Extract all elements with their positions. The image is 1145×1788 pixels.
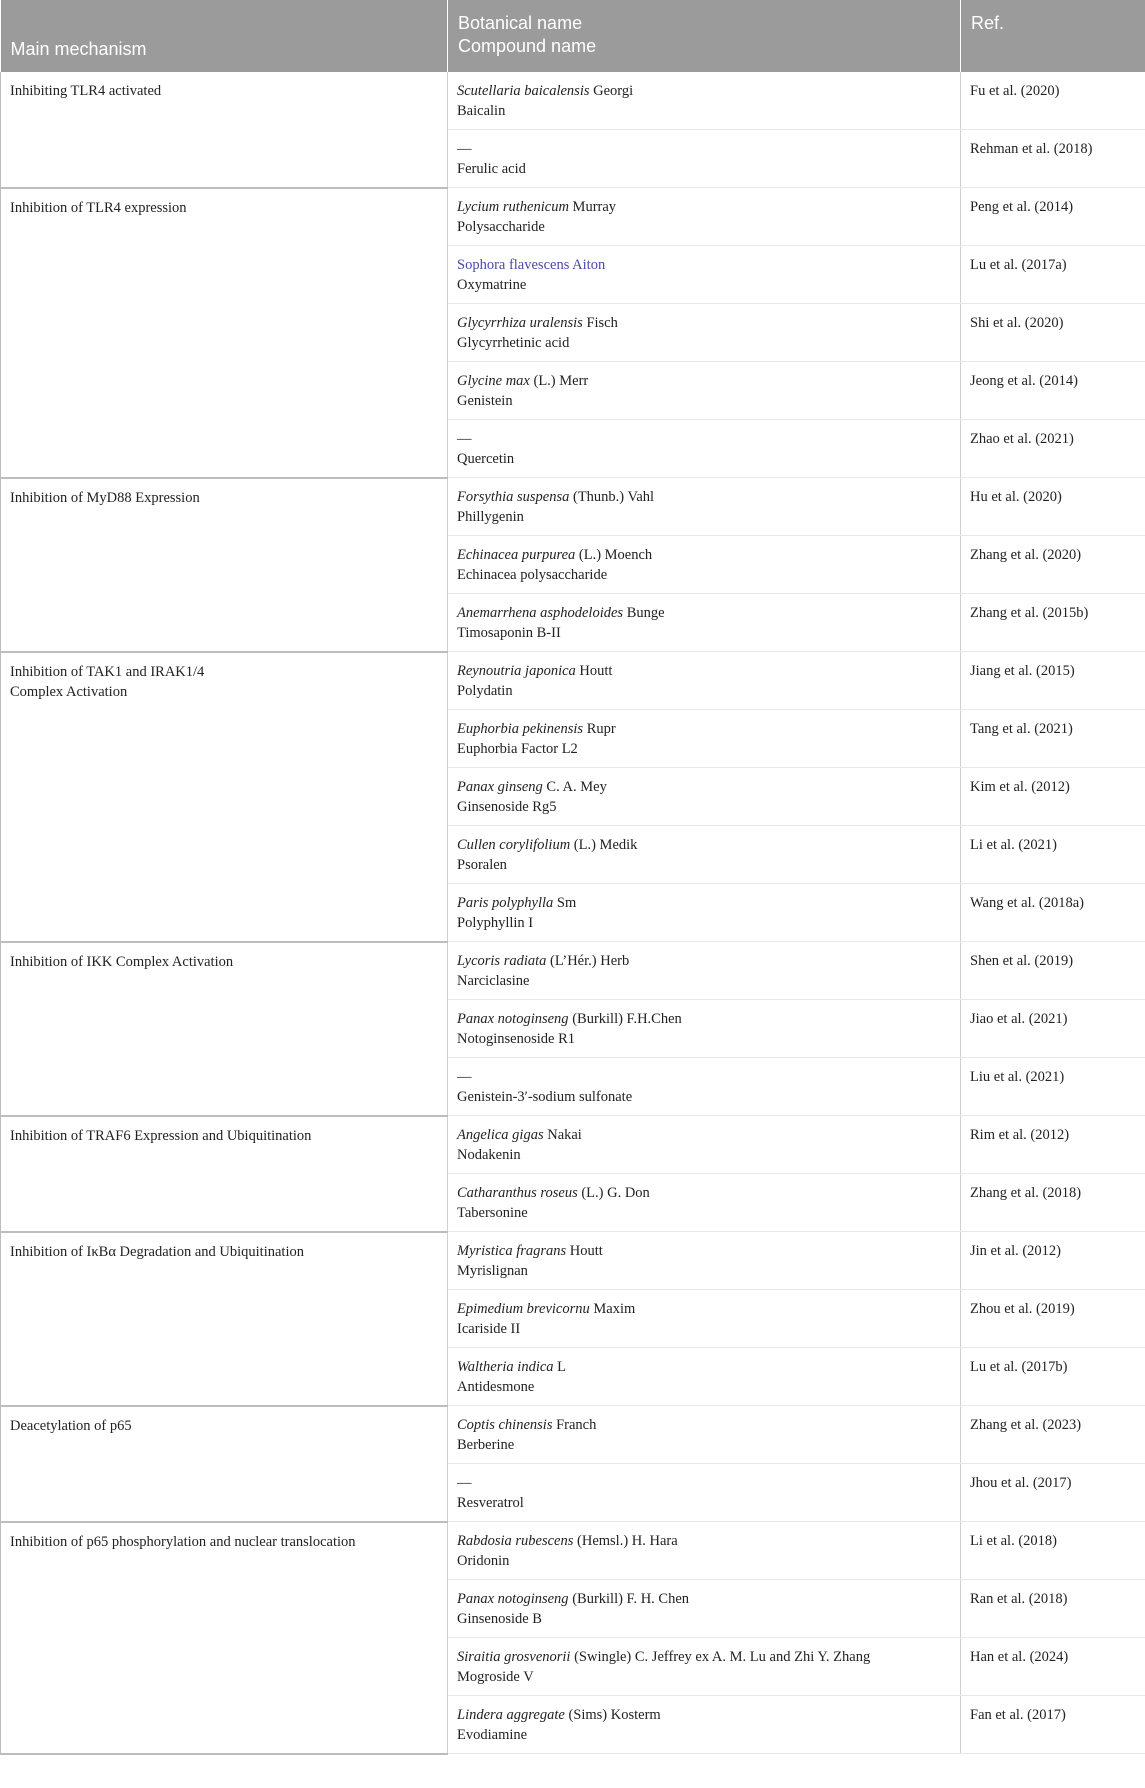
botanical-compound-cell [448,1290,961,1348]
compound-name: Ginsenoside Rg5 [457,799,557,815]
compound-name: Phillygenin [457,509,524,525]
botanical-species: Cullen corylifolium [457,837,571,853]
botanical-species: Epimedium brevicornu [457,1301,590,1317]
botanical-authority: Houtt [575,663,613,679]
mechanism-text: Inhibition of MyD88 Expression [10,489,200,506]
botanical-species: Myristica fragrans [457,1243,567,1259]
compound-name: Polysaccharide [457,219,545,235]
reference-link[interactable]: Fan et al. (2017) [970,1707,1066,1723]
botanical-species: Glycine max [457,373,530,389]
botanical-authority: Fisch [582,315,618,331]
botanical-species: Siraitia grosvenorii [457,1649,571,1665]
compound-name: Oridonin [457,1553,510,1569]
botanical-species: Panax ginseng [457,779,543,795]
botanical-compound-cell [448,536,961,594]
mechanism-text: Inhibition of p65 phosphorylation and nuclear translocation [10,1533,356,1550]
botanical-authority: (L’Hér.) Herb [546,953,630,969]
reference-link[interactable]: Jhou et al. (2017) [970,1475,1072,1491]
botanical-compound-cell [448,1348,961,1406]
mechanism-text: Inhibition of TRAF6 Expression and Ubiquitination [10,1127,312,1144]
botanical-authority: Maxim [589,1301,636,1317]
botanical-species: Rabdosia rubescens [457,1533,574,1549]
botanical-authority: (Hemsl.) H. Hara [573,1533,678,1549]
botanical-species: Angelica gigas [457,1127,544,1143]
compound-name: Antidesmone [457,1379,535,1395]
reference-link[interactable]: Tang et al. (2021) [970,721,1073,737]
botanical-name [457,719,951,739]
botanical-compound-cell [448,1696,961,1754]
mechanism-cell [1,942,448,1116]
compound-name: Timosaponin B-II [457,625,561,641]
botanical-name [457,1589,951,1609]
reference-link[interactable]: Shi et al. (2020) [970,315,1064,331]
botanical-authority: Georgi [589,83,634,99]
compound-name: Mogroside V [457,1669,534,1685]
compound-name: Ferulic acid [457,161,526,177]
mechanism-text: Complex Activation [10,683,128,700]
compound-name: Oxymatrine [457,277,527,293]
botanical-name [457,1009,951,1029]
botanical-authority: Nakai [543,1127,582,1143]
botanical-name [457,1357,951,1377]
botanical-name [457,1125,951,1145]
botanical-compound-cell [448,1232,961,1290]
botanical-compound-cell [448,72,961,130]
ref-cell [961,826,1145,884]
reference-link[interactable]: Jiang et al. (2015) [970,663,1075,679]
reference-link[interactable]: Zhang et al. (2015b) [970,605,1089,621]
mechanism-cell [1,1232,448,1406]
botanical-authority: — [457,1069,472,1085]
botanical-authority: (Burkill) F. H. Chen [568,1591,690,1607]
reference-link[interactable]: Li et al. (2021) [970,837,1057,853]
mechanism-text: Inhibiting TLR4 activated [10,83,162,99]
botanical-name [457,487,951,507]
ref-cell [961,420,1145,478]
reference-link[interactable]: Zhao et al. (2021) [970,431,1074,447]
table-row [1,1522,1145,1580]
botanical-name [457,313,951,333]
botanical-name [457,835,951,855]
botanical-name [457,429,951,449]
table-row [1,478,1145,536]
ref-cell [961,1058,1145,1116]
botanical-compound-cell [448,246,961,304]
botanical-name [457,1067,951,1087]
table-row [1,1116,1145,1174]
header-ref-label: Ref. [971,13,1005,33]
botanical-name [457,81,951,101]
ref-cell [961,1638,1145,1696]
mechanism-cell [1,1116,448,1232]
botanical-name [457,603,951,623]
compound-name: Tabersonine [457,1205,528,1221]
compound-name: Berberine [457,1437,515,1453]
reference-link[interactable]: Zhang et al. (2020) [970,547,1082,563]
ref-cell [961,1348,1145,1406]
botanical-compound-cell [448,826,961,884]
botanical-species: Glycyrrhiza uralensis [457,315,583,331]
ref-cell [961,188,1145,246]
reference-link[interactable]: Lu et al. (2017a) [970,257,1067,273]
mechanism-text: Inhibition of TLR4 expression [10,199,187,216]
header-compound-label: Compound name [458,36,597,56]
botanical-compound-cell [448,652,961,710]
ref-cell [961,246,1145,304]
botanical-compound-cell [448,1464,961,1522]
botanical-authority: (L.) Moench [575,547,653,563]
botanical-authority: — [457,1475,472,1491]
botanical-name [457,1415,951,1435]
botanical-authority: C. A. Mey [542,779,607,795]
botanical-authority: (Sims) Kosterm [564,1707,661,1723]
mechanism-cell [1,652,448,942]
botanical-name [457,661,951,681]
botanical-authority: Murray [568,199,617,215]
botanical-species: Lindera aggregate [457,1707,565,1723]
botanical-species: Panax notoginseng [457,1011,569,1027]
mechanism-cell [1,188,448,478]
botanical-compound-cell [448,1116,961,1174]
mechanism-cell [1,72,448,188]
reference-link[interactable]: Fu et al. (2020) [970,83,1060,99]
botanical-authority: — [457,431,472,447]
botanical-name [457,1183,951,1203]
ref-cell [961,1580,1145,1638]
reference-link[interactable]: Han et al. (2024) [970,1649,1069,1665]
botanical-authority: (L.) Merr [529,373,589,389]
botanical-compound-cell [448,768,961,826]
table-row [1,188,1145,246]
reference-link[interactable]: Jeong et al. (2014) [970,373,1078,389]
reference-link[interactable]: Li et al. (2018) [970,1533,1057,1549]
compound-name: Narciclasine [457,973,530,989]
reference-link[interactable]: Jin et al. (2012) [970,1243,1062,1259]
botanical-compound-cell [448,362,961,420]
botanical-species: Scutellaria baicalensis [457,83,590,99]
reference-link[interactable]: Peng et al. (2014) [970,199,1074,215]
compound-name: Genistein [457,393,513,409]
table-row [1,652,1145,710]
ref-cell [961,768,1145,826]
compound-name: Psoralen [457,857,507,873]
ref-cell [961,1290,1145,1348]
reference-link[interactable]: Ran et al. (2018) [970,1591,1068,1607]
reference-link[interactable]: Kim et al. (2012) [970,779,1070,795]
botanical-name [457,1531,951,1551]
compound-name: Polyphyllin I [457,915,534,931]
botanical-species: Coptis chinensis [457,1417,553,1433]
botanical-name [457,1647,951,1667]
botanical-compound-cell [448,130,961,188]
ref-cell [961,72,1145,130]
table-body [1,72,1145,1754]
botanical-species: Lycium ruthenicum [457,199,569,215]
botanical-name [457,893,951,913]
botanical-authority: Sm [553,895,577,911]
botanical-authority: Sophora flavescens Aiton [457,257,606,273]
reference-link[interactable]: Rim et al. (2012) [970,1127,1070,1143]
botanical-compound-cell [448,1580,961,1638]
botanical-authority: (Swingle) C. Jeffrey ex A. M. Lu and Zhi Y. Zhang [570,1649,871,1665]
botanical-compound-cell [448,1058,961,1116]
botanical-compound-cell [448,188,961,246]
ref-cell [961,362,1145,420]
botanical-name [457,1705,951,1725]
ref-cell [961,1000,1145,1058]
mechanism-cell [1,1522,448,1754]
table-row [1,942,1145,1000]
compound-name: Genistein-3′-sodium sulfonate [457,1089,633,1105]
botanical-name [457,1473,951,1493]
ref-cell [961,1696,1145,1754]
botanical-name [457,1241,951,1261]
ref-cell [961,478,1145,536]
botanical-compound-cell [448,594,961,652]
botanical-species: Anemarrhena asphodeloides [457,605,624,621]
botanical-species: Reynoutria japonica [457,663,576,679]
ref-cell [961,304,1145,362]
botanical-species: Waltheria indica [457,1359,554,1375]
compound-name: Quercetin [457,451,515,467]
reference-link[interactable]: Shen et al. (2019) [970,953,1074,969]
botanical-authority: (L.) Medik [570,837,638,853]
mechanism-cell [1,478,448,652]
botanical-species: Lycoris radiata [457,953,547,969]
compound-name: Icariside II [457,1321,521,1337]
ref-cell [961,652,1145,710]
ref-cell [961,942,1145,1000]
botanical-species: Forsythia suspensa [457,489,570,505]
compound-name: Baicalin [457,103,506,119]
ref-cell [961,130,1145,188]
botanical-authority: — [457,141,472,157]
botanical-name [457,139,951,159]
compound-name: Resveratrol [457,1495,524,1511]
botanical-authority: Franch [552,1417,597,1433]
botanical-name-link[interactable] [457,255,951,275]
botanical-compound-cell [448,478,961,536]
reference-link[interactable]: Zhang et al. (2023) [970,1417,1082,1433]
botanical-authority: (Thunb.) Vahl [569,489,655,505]
table-row [1,1232,1145,1290]
botanical-authority: (Burkill) F.H.Chen [568,1011,682,1027]
botanical-authority: Rupr [583,721,616,737]
botanical-compound-cell [448,1638,961,1696]
reference-link[interactable]: Lu et al. (2017b) [970,1359,1068,1375]
botanical-compound-cell [448,1406,961,1464]
compound-name: Nodakenin [457,1147,521,1163]
reference-link[interactable]: Zhang et al. (2018) [970,1185,1082,1201]
botanical-authority: (L.) G. Don [577,1185,650,1201]
header-main-mechanism-label: Main mechanism [10,39,147,59]
ref-cell [961,536,1145,594]
table-header [1,0,1145,72]
botanical-compound-cell [448,304,961,362]
ref-cell [961,1522,1145,1580]
header-main-mechanism [1,0,448,72]
botanical-species: Echinacea purpurea [457,547,576,563]
header-botanical-label: Botanical name [458,13,583,33]
botanical-name [457,197,951,217]
reference-link[interactable]: Rehman et al. (2018) [970,141,1093,157]
compound-name: Polydatin [457,683,513,699]
compound-name: Ginsenoside B [457,1611,542,1627]
ref-cell [961,1232,1145,1290]
ref-cell [961,884,1145,942]
compound-name: Glycyrrhetinic acid [457,335,570,351]
compound-name: Notoginsenoside R1 [457,1031,576,1047]
botanical-name [457,951,951,971]
mechanism-text: Inhibition of IKK Complex Activation [10,953,234,970]
botanical-authority: L [553,1359,567,1375]
botanical-species: Catharanthus roseus [457,1185,578,1201]
compound-name: Myrislignan [457,1263,528,1279]
ref-cell [961,1174,1145,1232]
compound-name: Evodiamine [457,1727,528,1743]
reference-link[interactable]: Hu et al. (2020) [970,489,1062,505]
reference-link[interactable]: Wang et al. (2018a) [970,895,1084,911]
ref-cell [961,594,1145,652]
botanical-name [457,777,951,797]
botanical-compound-cell [448,1174,961,1232]
botanical-compound-cell [448,420,961,478]
reference-link[interactable]: Zhou et al. (2019) [970,1301,1075,1317]
botanical-authority: Houtt [566,1243,603,1259]
reference-link[interactable]: Jiao et al. (2021) [970,1011,1068,1027]
botanical-name [457,371,951,391]
mechanism-text: Inhibition of TAK1 and IRAK1/4 [10,663,205,680]
botanical-name [457,545,951,565]
compound-name: Echinacea polysaccharide [457,567,608,583]
reference-link[interactable]: Liu et al. (2021) [970,1069,1065,1085]
ref-cell [961,1464,1145,1522]
table-row [1,1406,1145,1464]
compound-name: Euphorbia Factor L2 [457,741,578,757]
header-botanical-compound [448,0,961,72]
ref-cell [961,710,1145,768]
botanical-authority: Bunge [623,605,665,621]
header-ref [961,0,1145,72]
botanical-species: Euphorbia pekinensis [457,721,584,737]
botanical-compound-cell [448,884,961,942]
header-row [1,0,1145,72]
mechanism-cell [1,1406,448,1522]
mechanism-text: Deacetylation of p65 [10,1417,132,1434]
mechanism-text: Inhibition of IκBα Degradation and Ubiquitination [10,1243,304,1260]
ref-cell [961,1406,1145,1464]
botanical-compound-cell [448,710,961,768]
botanical-species: Paris polyphylla [457,895,554,911]
botanical-compound-cell [448,942,961,1000]
botanical-compound-cell [448,1000,961,1058]
ref-cell [961,1116,1145,1174]
botanical-species: Panax notoginseng [457,1591,569,1607]
table-row [1,72,1145,130]
botanical-name [457,1299,951,1319]
botanical-compound-cell [448,1522,961,1580]
